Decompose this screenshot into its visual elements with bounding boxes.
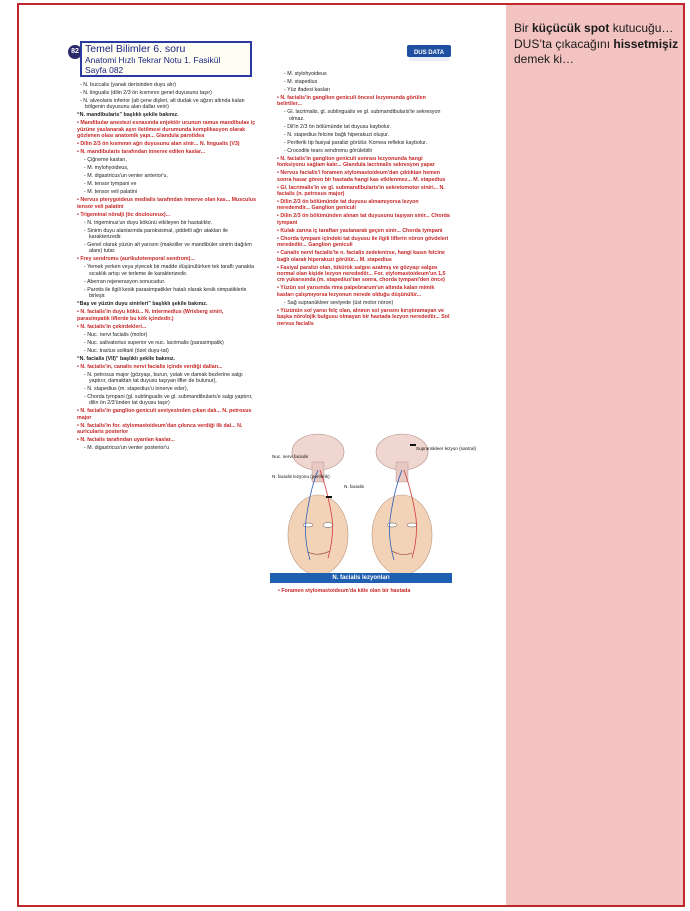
- right-text-column: [277, 71, 452, 329]
- page-line: Sayfa 082: [85, 65, 124, 75]
- source-line: Anatomi Hızlı Tekrar Notu 1. Fasikül: [85, 55, 221, 65]
- text-line: - M. tensor tympani ve: [84, 181, 137, 188]
- text-line: - Çiğneme kasları,: [84, 157, 127, 164]
- text-line: • Canalis nervi facialis'te n. facialis zedelenirse, hangi kasın felcine bağlı olarak hiperakuzi görülür... M. stapedius: [277, 250, 445, 263]
- text-line: - Yemek yerken veya yiyecek bir madde düşünülürken tek taraflı yanakta sıcaklık artışı ve terleme ile karakterizedir.: [84, 264, 254, 277]
- text-line: - Periferik tip fasiyal paralizi görülür. Kornea refleksi kaybolur.: [284, 139, 428, 146]
- text-line: • N. facialis'in duyu kökü... N. intermedius (Wrisberg siniri, parasimpatik liflerde bu kök içindedir.): [77, 309, 224, 322]
- text-line: “N. facialis (VII)” başlıklı şekile bakınız.: [77, 355, 176, 362]
- text-line: - Nuc. tractus solitarii (özel duyu-tat): [84, 347, 169, 354]
- text-line: - N. buccalis (yanak derisinden duyu alır): [80, 82, 176, 88]
- text-line: • N. facialis'in, canalis nervi facialis içinde verdiği dalları...: [77, 363, 223, 370]
- text-line: - Sinirin duyu alanlarında paroksismal, şiddetli ağrı atakları ile karakterizedir.: [84, 227, 228, 241]
- text-line: - Nuc. salivatorius superior ve nuc. lacrimalis (parasimpatik): [84, 339, 224, 346]
- text-line: - M. stapedius: [284, 79, 318, 85]
- text-line: • Mandibular anestezi esnasında enjektör ucunun ramus mandibulae iç yüzüne yaslanarak aşırı iletilmesi durumunda komplikasyon olarak gözlenen olası anatomik yapı... Glandula parotidea: [77, 120, 256, 140]
- text-line: - Chorda tympani (gl. sublingualis ve gl. submandibularis'e salgı yaptırır, dilin ön 2/3'ünden tat duyusu taşır): [84, 394, 253, 407]
- side-note-panel: [506, 5, 683, 905]
- dus-data-logo: [407, 43, 451, 63]
- text-line: • Dilin 2/3 ön bölümünden alınan tat duyusunu taşıyan sinir... Chorda tympani: [277, 213, 450, 226]
- page-number-badge: 82: [68, 45, 82, 59]
- text-line: - M. stylohyoideus: [284, 71, 327, 77]
- text-line: • N. facialis'in ganglion geniculi seviyesinden çıkan dalı... N. petrosus major: [77, 408, 252, 421]
- text-line: • Trigeminal nöralji (tic douloureux)...: [77, 211, 171, 218]
- text-line: • Gl. lacrimalis'in ve gl. submandibularis'in sekretomotor siniri... N. facialis (n. petrosus major): [277, 184, 445, 198]
- text-line: - Crocodile tears sendromu görülebilir: [284, 147, 373, 154]
- text-line: • N. facialis tarafından uyarılan kaslar...: [77, 437, 175, 444]
- text-line: - Nuc. nervi facialis (motor): [84, 331, 148, 338]
- text-line: - M. mylohyoideus,: [84, 165, 129, 172]
- text-line: - N. petrosus major (gözyaşı, burun, yutak ve damak bezlerine salgı yaptırır, damaktan tat duyusu taşıyan lifler de bulunur),: [84, 371, 243, 385]
- left-text-column: [77, 82, 257, 453]
- text-line: • Kulak zarına iç taraftan yaslanarak geçen sinir... Chorda tympani: [277, 227, 443, 234]
- text-line: - Gl. lacrimalis, gl. sublingualis ve gl. submandibularis'te sekresyon olmaz.: [284, 109, 441, 122]
- text-line: - M. tensor veli palatini: [84, 189, 137, 196]
- label-peripheral-lesion: N. facialis lezyonu (periferik): [272, 474, 330, 479]
- text-line: • N. mandibularis tarafından innerve edilen kaslar...: [77, 149, 206, 156]
- text-line: “N. mandibularis” başlıklı şekile bakınız.: [77, 112, 179, 119]
- text-line: • N. facialis'in ganglion geniculi öncesi lezyonunda görülen belirtiler...: [277, 95, 426, 108]
- text-line: - Parotis ile ilgili kesik parasimpatikler hatalı olarak kesik simpatiklerle birleşir.: [84, 286, 247, 300]
- text-line: • Nervus pterygoideus medialis tarafından innerve olan kas... Musculus tensor veli palatini: [77, 197, 257, 210]
- label-n-facialis: N. facialis: [344, 484, 364, 489]
- text-line: - M. digastricus'un venter anterior'u,: [84, 173, 168, 180]
- text-line: • Frey sendromu (aurikulotemporal sendrom)...: [77, 256, 195, 263]
- text-line: • Yüzünün sol yarısı felç olan, alnının sol yarısını kırıştıramayan ve başka nörolojik bulgusu olmayan bir hastada lezyon neredediir... Sol nervus facialis: [277, 307, 450, 327]
- text-line: • Dilin 2/3 ön kısmının ağrı duyusunu alan sinir... N. lingualis (V3): [77, 141, 240, 148]
- text-line: - Sağ supranükleer seviyede (üst motor nöron): [284, 299, 394, 306]
- text-line: - N. trigeminus'un duyu kökünü etkileyen bir hastalıktır.: [84, 219, 213, 226]
- text-line: - Dil'in 2/3 ön bölümünde tat duyusu kaybolur.: [284, 123, 392, 130]
- text-line: • Nervus facialis'i foramen stylomastoideum'dan çıktıktan hemen sonra hasar gören bir hastada hangi kas etkilenmez... M. stapedius: [277, 170, 446, 183]
- question-header-box: [80, 41, 252, 77]
- text-line: - N. lingualis (dilin 2/3 ön kısmının genel duyusunu taşır): [80, 90, 212, 96]
- side-note-text: Bir küçücük spot kutucuğu…DUS’ta çıkacağını hissetmişiz demek ki…: [514, 21, 679, 66]
- text-line: “Baş ve yüzün duyu sinirleri” başlıklı şekile bakınız.: [77, 301, 208, 308]
- text-line: - N. stapedius felcine bağlı hiperakuzi oluşur.: [284, 131, 390, 138]
- label-nuc-nervi-facialis: Nuc. nervi facialis: [272, 454, 308, 459]
- text-line: - N. alveolaris inferior (alt çene dişleri, alt dudak ve ağzın altında kalan bölgenin duyusunu alan dallar verir): [80, 98, 245, 111]
- text-line: - M. digastricus'un venter posterior'u: [84, 445, 170, 452]
- text-line: - Genel olarak yüzün alt yarısını (maksiller ve mandibüler sinirin dağılım alanı) tutar.: [84, 242, 252, 255]
- logo-text: DUS DATA: [413, 50, 445, 56]
- text-line: - Aberran rejenerasyon sonucudur.: [84, 278, 166, 285]
- text-line: • Yüzün sol yarısında rima palpebrarum'un altında kalan mimik kasları çalışmıyorsa lezyonun nerede olduğu düşünülür...: [277, 285, 435, 298]
- question-title: Temel Bilimler 6. soru: [85, 43, 186, 55]
- text-line: • Dilin 2/3 ön bölümünde tat duyusu alınamıyorsa lezyon neredemdir... Ganglion geniculi: [277, 199, 419, 212]
- facial-nerve-lesion-figure: [270, 430, 477, 592]
- text-line: - Yüz ifadesi kasları: [284, 87, 331, 93]
- text-line: • N. facialis'in ganglion geniculi sonrası lezyonunda hangi fonksiyonu sağlam kalır... Glandula lacrimalis sekresyon yapar: [277, 155, 435, 169]
- text-line: • Fasiyal paralizi olan, tükürük salgısı azalmış ve gözyaşı salgısı normal olan kişide lezyon neredediir... For. stylomastoideum'un 1,5 cm yukarısında (m. stapedius'tan sonra, chorda tympani'den önce): [277, 264, 446, 284]
- text-line: - N. stapedius (m. stapedius'u innerve eder),: [84, 386, 189, 393]
- face-right-illustration: [372, 495, 432, 575]
- text-line: • N. facialis'in çekirdekleri...: [77, 323, 147, 330]
- text-line: • N. facialis'in for. stylomastoideum'dan çıkınca verdiği ilk dal... N. auricularis posterior: [77, 422, 243, 436]
- figure-caption: N. facialis lezyonları: [270, 573, 452, 583]
- face-left-illustration: [288, 495, 348, 575]
- label-supranuclear-lesion: Supranükleer lezyon (santral): [416, 446, 477, 451]
- figure-bottom-text: • Foramen stylomastoideum'da kitle olan bir hastada: [278, 588, 411, 594]
- text-line: • Chorda tympani içindeki tat duyusu ile ilgili liflerin nöron gövdeleri neredediir... Ganglion geniculi: [277, 235, 449, 249]
